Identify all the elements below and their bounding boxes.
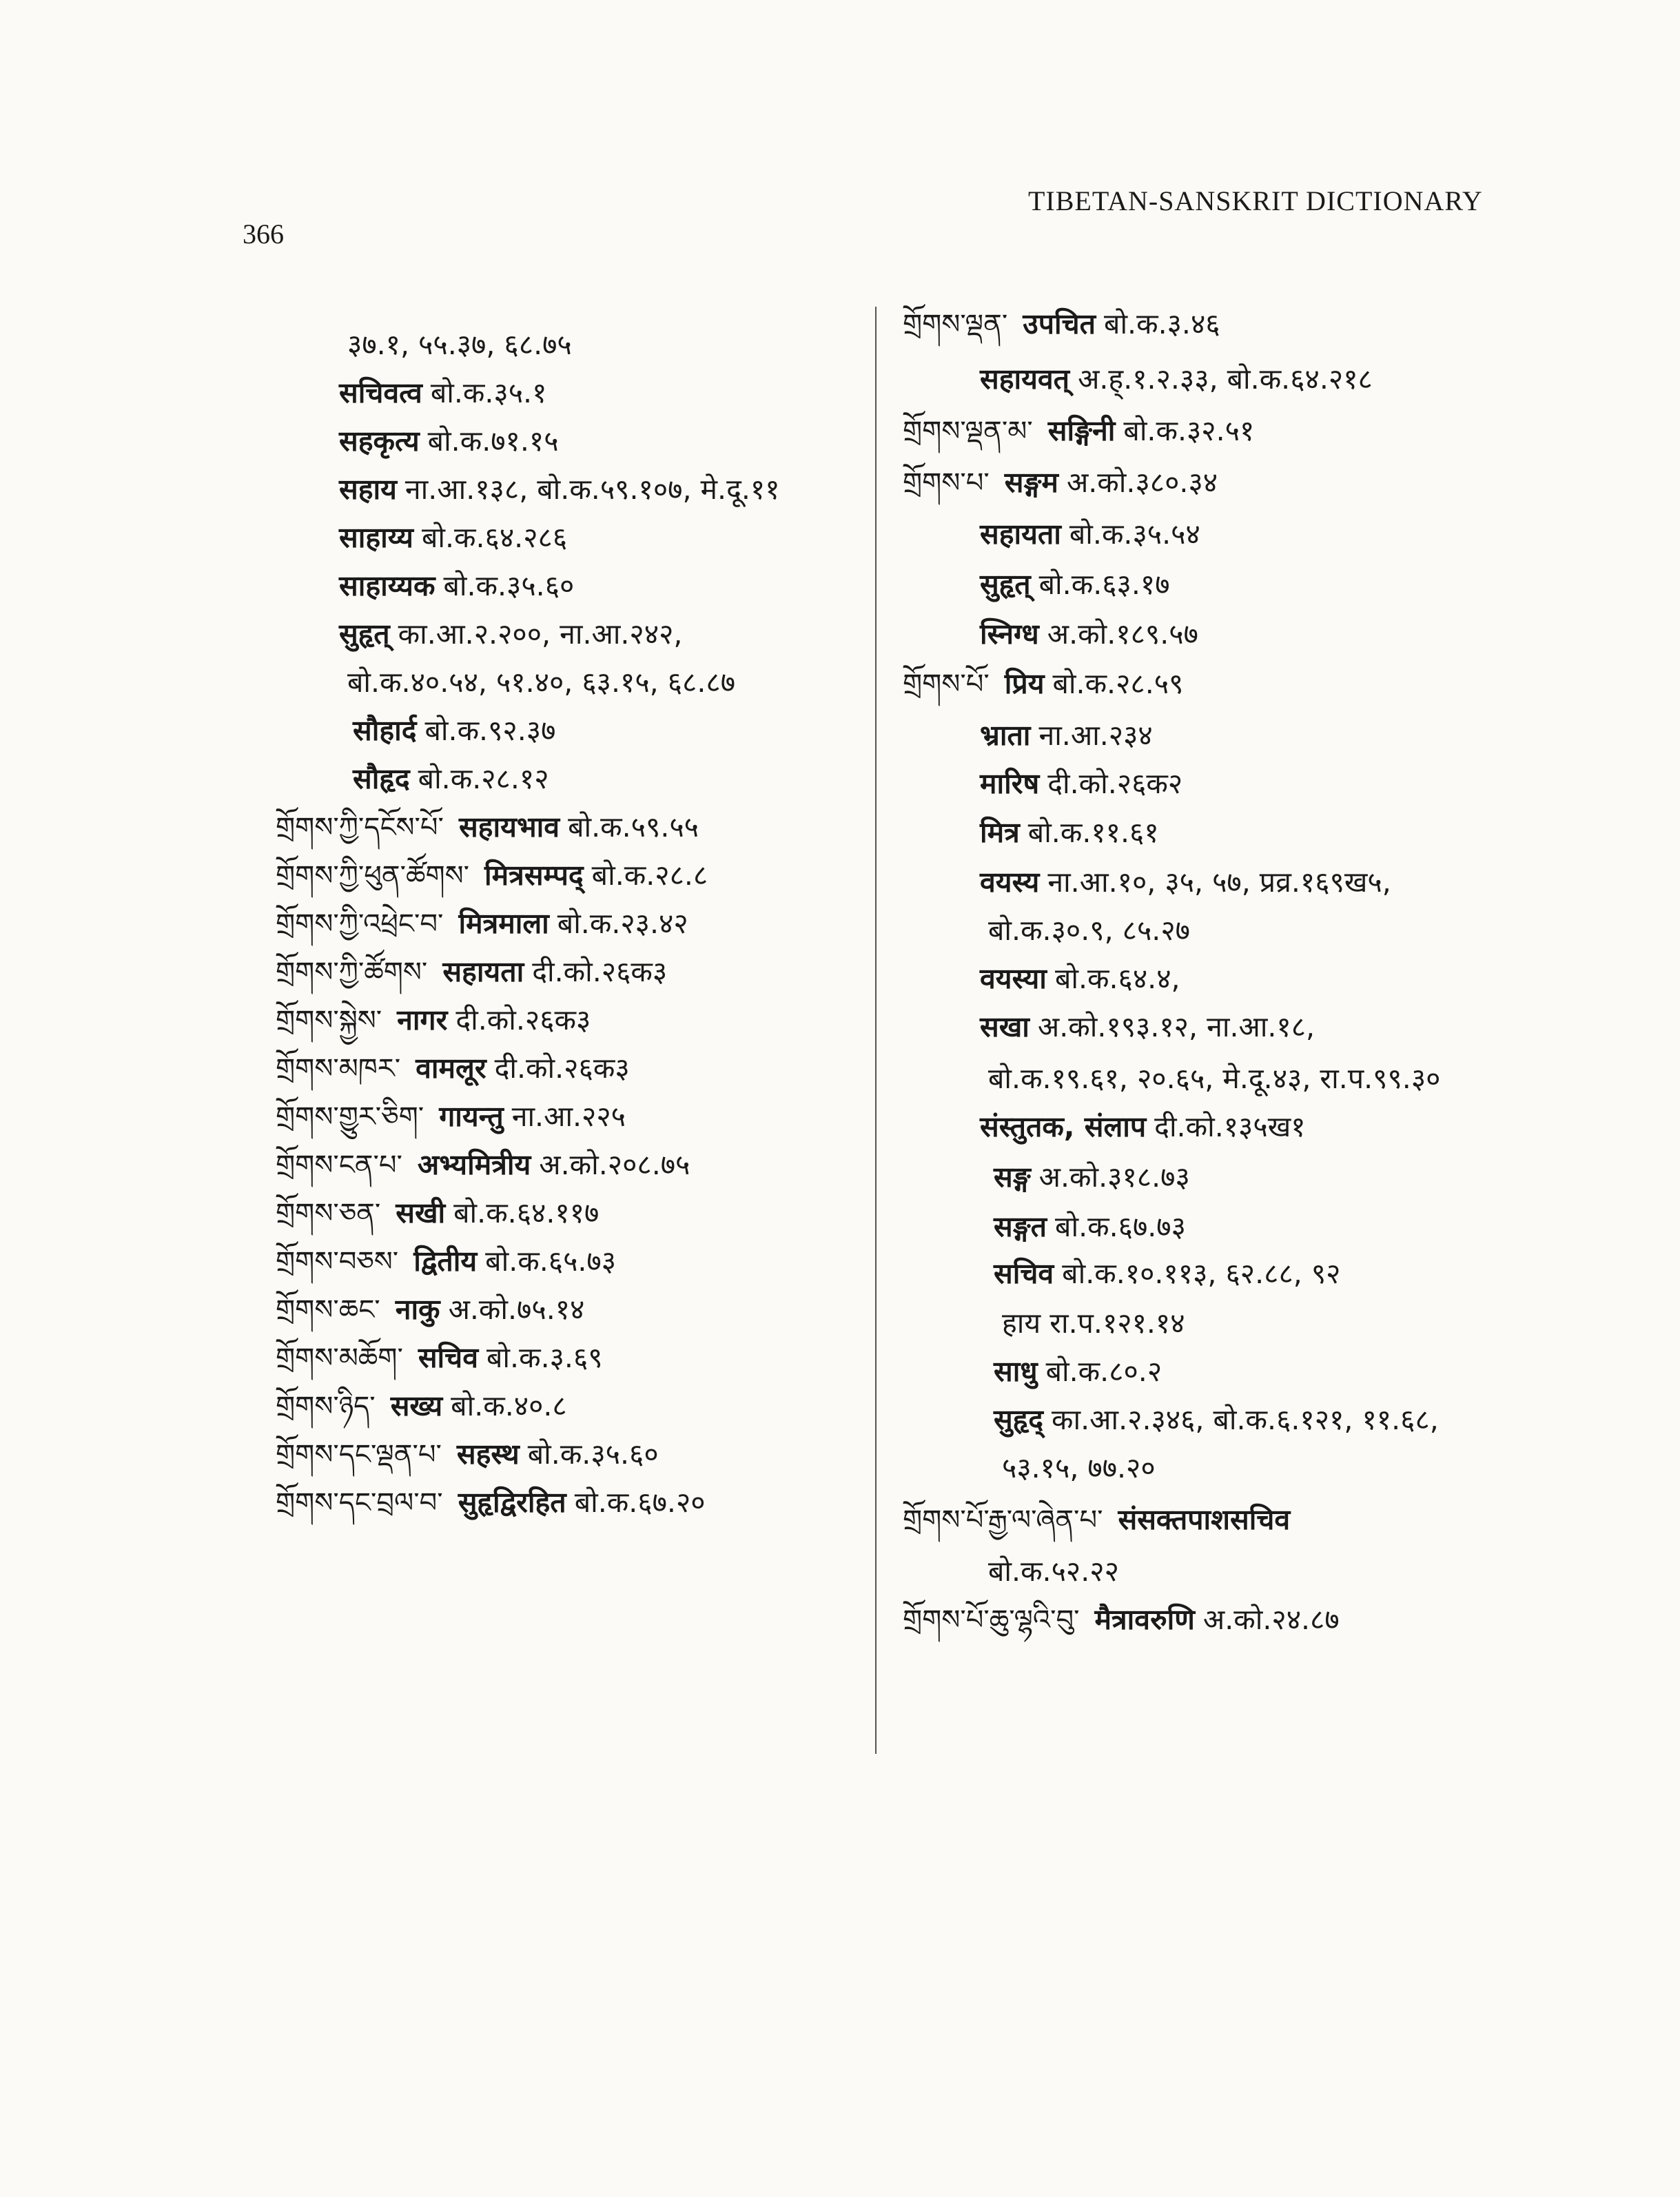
sanskrit-equivalent: संसक्तपाशसचिव — [1118, 1503, 1291, 1536]
sanskrit-equivalent: मित्रमाला — [458, 907, 549, 940]
page-number: 366 — [243, 218, 284, 249]
tibetan-headword: གྲོགས་ཀྱི་ཚོགས་ — [276, 957, 428, 988]
source-reference: बो.क.३.६९ — [486, 1341, 603, 1374]
source-reference: दी.को.१३५ख१ — [1154, 1110, 1306, 1143]
source-reference: दी.को.२६क३ — [494, 1052, 630, 1085]
source-reference: बो.क.२३.४२ — [557, 907, 688, 940]
dictionary-line — [903, 1599, 1340, 1640]
source-reference: बो.क.६५.७३ — [485, 1245, 617, 1278]
tibetan-headword: གྲོགས་ལྡན་མ་ — [903, 416, 1033, 447]
tibetan-headword: གྲོགས་ཀྱི་འཕྲེང་བ་ — [276, 908, 444, 940]
source-reference: ना.आ.१०, ३५, ५७, प्रव्र.१६९ख५, — [1047, 866, 1391, 899]
source-reference: बो.क.३२.५१ — [1123, 414, 1255, 447]
tibetan-headword: གྲོགས་ཉིད་ — [276, 1391, 376, 1422]
sanskrit-equivalent: गायन्तु — [439, 1100, 504, 1133]
sanskrit-equivalent: वामलूर — [416, 1052, 486, 1085]
dictionary-line — [276, 324, 572, 365]
source-reference: दी.को.२६क३ — [532, 955, 668, 988]
source-reference: अ.को.३८०.३४ — [1066, 466, 1218, 499]
sanskrit-equivalent: सङ्ग — [994, 1161, 1031, 1194]
source-reference: दी.को.२६क३ — [455, 1003, 591, 1036]
dictionary-line — [276, 420, 559, 462]
dictionary-line — [276, 1144, 690, 1185]
source-reference: अ.को.१९३.१२, ना.आ.१८, — [1037, 1010, 1315, 1043]
dictionary-line — [276, 1433, 659, 1475]
tibetan-headword: གྲོགས་དང་བྲལ་བ་ — [276, 1487, 443, 1519]
tibetan-headword: གྲོགས་ཆང་ — [276, 1294, 380, 1326]
source-reference: बो.क.१०.११३, ६२.८८, ९२ — [1062, 1257, 1341, 1290]
source-reference: बो.क.६७.२० — [574, 1486, 706, 1519]
dictionary-line — [903, 1253, 1340, 1294]
dictionary-line — [276, 517, 567, 558]
sanskrit-equivalent: उपचित — [1023, 307, 1096, 340]
source-reference: अ.को.३१८.७३ — [1038, 1161, 1190, 1194]
dictionary-line — [903, 1106, 1306, 1147]
dictionary-line — [276, 903, 688, 944]
source-reference: ३७.१, ५५.३७, ६८.७५ — [347, 328, 572, 361]
dictionary-line — [903, 1551, 1119, 1592]
dictionary-line — [276, 1337, 603, 1378]
source-reference: बो.क.३.४६ — [1104, 307, 1220, 340]
sanskrit-equivalent: सुहृत् — [980, 568, 1031, 601]
dictionary-line — [903, 1058, 1440, 1099]
source-reference: बो.क.४०.५४, ५१.४०, ६३.१५, ६८.८७ — [347, 666, 736, 699]
source-reference: अ.को.१८९.५७ — [1047, 617, 1198, 651]
sanskrit-equivalent: मित्रसम्पद् — [484, 859, 584, 892]
dictionary-line — [276, 662, 735, 703]
dictionary-line — [276, 806, 699, 848]
dictionary-line — [903, 910, 1190, 951]
dictionary-line — [276, 1240, 616, 1282]
dictionary-line — [276, 951, 667, 992]
dictionary-line — [276, 855, 708, 896]
dictionary-line — [903, 1006, 1315, 1048]
source-reference: अ.को.२४.८७ — [1202, 1603, 1340, 1636]
dictionary-line — [903, 663, 1183, 704]
sanskrit-equivalent: सखा — [980, 1010, 1029, 1043]
sanskrit-equivalent: सुहृद् — [994, 1403, 1044, 1436]
dictionary-line — [903, 564, 1170, 605]
tibetan-headword: གྲོགས་ཅན་ — [276, 1198, 381, 1229]
source-reference: का.आ.२.३४६, बो.क.६.१२१, ११.६८, — [1052, 1403, 1439, 1436]
source-reference: बो.क.३५.६० — [527, 1438, 659, 1471]
dictionary-line — [276, 1385, 567, 1427]
source-reference: बो.क.३५.५४ — [1069, 518, 1200, 551]
tibetan-headword: གྲོགས་སྐྱེས་ — [276, 1005, 382, 1036]
source-reference: बो.क.६४.११७ — [453, 1196, 600, 1229]
source-reference: बो.क.६४.४, — [1054, 962, 1180, 995]
dictionary-line — [903, 1156, 1190, 1198]
tibetan-headword: གྲོགས་ངན་པ་ — [276, 1149, 402, 1181]
dictionary-line — [276, 565, 574, 606]
running-head: TIBETAN-SANSKRIT DICTIONARY — [1028, 185, 1483, 216]
dictionary-line — [276, 1096, 626, 1137]
tibetan-headword: གྲོགས་ལྡན་ — [903, 309, 1008, 340]
sanskrit-equivalent: सहायवत् — [980, 362, 1070, 396]
tibetan-headword: གྲོགས་པོ་ཆུ་ལྷའི་བུ་ — [903, 1604, 1080, 1636]
dictionary-line — [903, 613, 1198, 655]
dictionary-line — [903, 958, 1180, 999]
dictionary-line — [903, 1447, 1156, 1489]
sanskrit-equivalent: सहकृत्य — [339, 425, 420, 458]
dictionary-line — [903, 861, 1391, 903]
source-reference: बो.क.२८.८ — [591, 859, 708, 892]
dictionary-line — [903, 1399, 1439, 1440]
source-reference: अ.को.७५.१४ — [448, 1293, 585, 1326]
source-reference: बो.क.३५.१ — [430, 376, 547, 409]
dictionary-line — [276, 710, 555, 751]
sanskrit-equivalent: संस्तुतक, संलाप — [980, 1110, 1147, 1143]
dictionary-line — [903, 410, 1254, 451]
dictionary-line — [903, 1351, 1162, 1392]
source-reference: का.आ.२.२००, ना.आ.२४२, — [398, 617, 683, 651]
dictionary-line — [276, 613, 682, 655]
source-reference: ना.आ.२३४ — [1038, 719, 1153, 752]
source-reference: बो.क.८०.२ — [1045, 1355, 1162, 1388]
source-reference: बो.क.२८.१२ — [418, 762, 549, 795]
sanskrit-equivalent: सहाय — [339, 473, 397, 506]
sanskrit-equivalent: मैत्रावरुणि — [1094, 1603, 1195, 1636]
dictionary-line — [276, 1192, 599, 1234]
dictionary-line — [276, 758, 549, 799]
source-reference: बो.क.९२.३७ — [424, 714, 556, 747]
dictionary-line — [903, 1302, 1185, 1344]
sanskrit-equivalent: साहाय्यक — [339, 569, 436, 602]
sanskrit-equivalent: सहायता — [980, 518, 1061, 551]
sanskrit-equivalent: भ्राता — [980, 719, 1031, 752]
sanskrit-equivalent: सखी — [396, 1196, 446, 1229]
dictionary-line — [903, 812, 1159, 853]
tibetan-headword: གྲོགས་མཆོག་ — [276, 1342, 403, 1374]
sanskrit-equivalent: मारिष — [980, 767, 1040, 800]
source-reference: बो.क.३५.६० — [443, 569, 575, 602]
tibetan-headword: གྲོགས་ཀྱི་ཕུན་ཚོགས་ — [276, 860, 470, 892]
dictionary-line — [903, 462, 1218, 503]
source-reference: ५३.१५, ७७.२० — [1002, 1451, 1156, 1484]
source-reference: बो.क.७१.१५ — [427, 425, 559, 458]
tibetan-headword: གྲོགས་དང་ལྡན་པ་ — [276, 1439, 442, 1471]
sanskrit-equivalent: सुहृत् — [339, 617, 390, 651]
dictionary-line — [903, 303, 1220, 345]
sanskrit-equivalent: साहाय्य — [339, 521, 413, 554]
dictionary-line — [276, 1048, 630, 1089]
dictionary-line — [276, 469, 780, 510]
source-reference: बो.क.६४.२८६ — [421, 521, 568, 554]
sanskrit-equivalent: सचिव — [418, 1341, 479, 1374]
tibetan-headword: གྲོགས་པ་ — [903, 467, 990, 499]
sanskrit-equivalent: स्निग्ध — [980, 617, 1039, 651]
source-reference: बो.क.४०.८ — [451, 1389, 567, 1422]
column-divider — [875, 307, 877, 1754]
sanskrit-equivalent: सहायभाव — [458, 810, 560, 844]
tibetan-headword: གྲོགས་གྱུར་ཅིག་ — [276, 1101, 424, 1133]
source-reference: बो.क.६७.७३ — [1055, 1210, 1186, 1243]
source-reference: ना.आ.१३८, बो.क.५९.१०७, मे.दू.११ — [404, 473, 780, 506]
sanskrit-equivalent: अभ्यमित्रीय — [417, 1148, 531, 1181]
source-reference: ना.आ.२२५ — [511, 1100, 626, 1133]
sanskrit-equivalent: सख्य — [390, 1389, 443, 1422]
source-reference: बो.क.३०.९, ८५.२७ — [988, 914, 1190, 947]
sanskrit-equivalent: सहायता — [442, 955, 524, 988]
tibetan-headword: གྲོགས་ཀྱི་དངོས་པོ་ — [276, 812, 444, 844]
source-reference: बो.क.२८.५९ — [1052, 667, 1184, 700]
sanskrit-equivalent: मित्र — [980, 816, 1020, 849]
tibetan-headword: གྲོགས་བཅས་ — [276, 1246, 399, 1278]
sanskrit-equivalent: प्रिय — [1004, 667, 1045, 700]
dictionary-line — [903, 513, 1200, 555]
dictionary-line — [903, 1206, 1186, 1247]
source-reference: बो.क.५२.२२ — [988, 1555, 1119, 1588]
sanskrit-equivalent: सहस्थ — [456, 1438, 520, 1471]
source-reference: अ.ह्.१.२.३३, बो.क.६४.२१८ — [1078, 362, 1373, 396]
sanskrit-equivalent: सुहृद्विरहित — [458, 1486, 566, 1519]
tibetan-headword: གྲོགས་པོ་ — [903, 668, 990, 700]
dictionary-line — [903, 715, 1153, 756]
sanskrit-equivalent: वयस्य — [980, 866, 1040, 899]
dictionary-line — [276, 1482, 706, 1523]
sanskrit-equivalent: वयस्या — [980, 962, 1047, 995]
sanskrit-equivalent: सङ्गिनी — [1047, 414, 1116, 447]
dictionary-line — [903, 1499, 1298, 1540]
source-reference: बो.क.६३.१७ — [1038, 568, 1170, 601]
source-reference: दी.को.२६क२ — [1047, 767, 1183, 800]
sanskrit-equivalent: सौहृद — [353, 762, 410, 795]
source-reference: बो.क.११.६१ — [1027, 816, 1159, 849]
dictionary-line — [276, 1289, 584, 1330]
source-reference: हाय रा.प.१२१.१४ — [1002, 1307, 1185, 1340]
sanskrit-equivalent: नागर — [397, 1003, 448, 1036]
source-reference: बो.क.१९.६१, २०.६५, मे.दू.४३, रा.प.९९.३० — [988, 1062, 1441, 1095]
sanskrit-equivalent: सचिव — [994, 1257, 1054, 1290]
sanskrit-equivalent: नाकु — [395, 1293, 440, 1326]
dictionary-line — [276, 372, 546, 413]
sanskrit-equivalent: सङ्गत — [994, 1210, 1047, 1243]
dictionary-line — [903, 763, 1182, 804]
sanskrit-equivalent: सचिवत्व — [339, 376, 422, 409]
source-reference: बो.क.५९.५५ — [568, 810, 699, 844]
sanskrit-equivalent: साधु — [994, 1355, 1038, 1388]
tibetan-headword: གྲོགས་མཁར་ — [276, 1053, 401, 1085]
sanskrit-equivalent: सङ्गम — [1004, 466, 1058, 499]
tibetan-headword: གྲོགས་པོ་རྒྱ་ལ་ཞེན་པ་ — [903, 1504, 1103, 1536]
dictionary-line — [276, 999, 591, 1041]
sanskrit-equivalent: द्वितीय — [413, 1245, 478, 1278]
sanskrit-equivalent: सौहार्द — [353, 714, 417, 747]
dictionary-line — [903, 358, 1373, 400]
source-reference: अ.को.२०८.७५ — [539, 1148, 690, 1181]
